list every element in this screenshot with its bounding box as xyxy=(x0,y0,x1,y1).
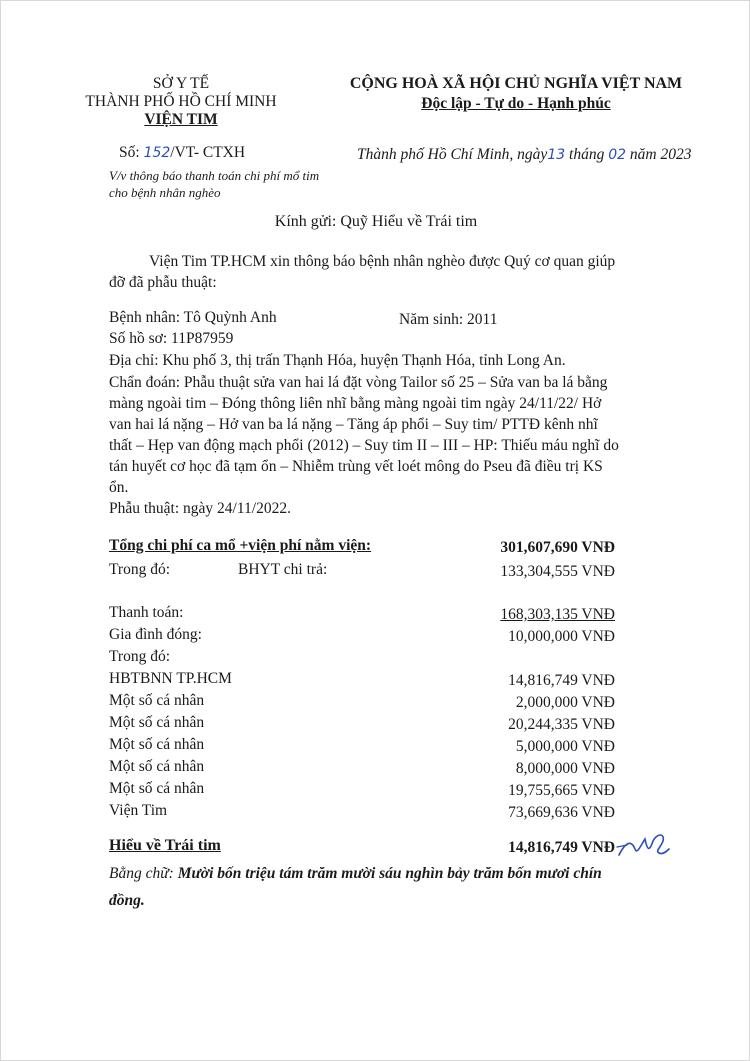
contributor-label: HBTBNN TP.HCM xyxy=(109,670,232,687)
patient-name: Bệnh nhân: Tô Quỳnh Anh xyxy=(109,309,277,326)
family-value: 10,000,000 VNĐ xyxy=(508,628,615,645)
diagnosis-line: van hai lá nặng – Hở van ba lá nặng – Tăng áp phổi – Suy tim/ PTTĐ kênh nhĩ xyxy=(109,416,598,433)
fund-value: 14,816,749 VNĐ xyxy=(508,839,615,856)
family-label: Gia đình đóng: xyxy=(109,626,202,643)
issuer-line3: VIỆN TIM xyxy=(144,111,218,128)
issuer-line1: SỞ Y TẾ xyxy=(152,75,210,92)
date-year: năm 2023 xyxy=(629,146,692,163)
contributor-label: Một số cá nhân xyxy=(109,692,205,709)
patient-birth-year: Năm sinh: 2011 xyxy=(399,311,498,328)
in-words-label: Bằng chữ: xyxy=(109,865,174,882)
national-motto-line1: CỘNG HOÀ XÃ HỘI CHỦ NGHĨA VIỆT NAM xyxy=(349,75,683,92)
contributor-label: Một số cá nhân xyxy=(109,780,205,797)
intro-line1: Viện Tim TP.HCM xin thông báo bệnh nhân nghèo được Quý cơ quan giúp xyxy=(149,253,616,270)
diagnosis-line: tán huyết cơ học đã tạm ổn – Nhiễm trùng vết loét mông do Pseu đã điều trị KS xyxy=(109,458,603,475)
date-line xyxy=(357,146,691,164)
payment-label: Thanh toán: xyxy=(109,604,184,621)
national-motto-line2: Độc lập - Tự do - Hạnh phúc xyxy=(421,95,611,112)
contributor-label: Một số cá nhân xyxy=(109,758,205,775)
document-number-prefix: Số: xyxy=(119,144,140,161)
diagnosis-line: màng ngoài tim – Đóng thông liên nhĩ bằng màng ngoài tim ngày 24/11/22/ Hở xyxy=(109,395,602,412)
initials-signature xyxy=(615,825,671,865)
total-cost-label: Tổng chi phí ca mổ +viện phí nằm viện: xyxy=(109,537,372,554)
of-which-label-2: Trong đó: xyxy=(109,648,171,665)
contributor-label: Một số cá nhân xyxy=(109,714,205,731)
in-words-line2: đồng. xyxy=(109,892,145,909)
subject-line2: cho bệnh nhân nghèo xyxy=(109,185,221,200)
contributor-value: 5,000,000 VNĐ xyxy=(515,738,615,755)
date-month-label: tháng xyxy=(569,146,605,163)
contributor-value: 14,816,749 VNĐ xyxy=(508,672,615,689)
contributor-label: Một số cá nhân xyxy=(109,736,205,753)
contributor-value: 8,000,000 VNĐ xyxy=(515,760,615,777)
in-words-text: Mười bốn triệu tám trăm mười sáu nghìn bảy trăm bốn mươi chín xyxy=(177,865,602,882)
intro-line2: đỡ đã phẫu thuật: xyxy=(109,274,217,291)
diagnosis-line: Chẩn đoán: Phẫu thuật sửa van hai lá đặt vòng Tailor số 25 – Sửa van ba lá bằng xyxy=(109,374,608,391)
document-number-handwritten: 152 xyxy=(143,145,171,161)
in-words-line1 xyxy=(109,864,602,885)
fund-label: Hiểu về Trái tim xyxy=(109,837,221,854)
contributor-value: 73,669,636 VNĐ xyxy=(508,804,615,821)
patient-address: Địa chỉ: Khu phố 3, thị trấn Thạnh Hóa, huyện Thạnh Hóa, tỉnh Long An. xyxy=(109,352,566,369)
document-number-suffix: /VT- CTXH xyxy=(170,144,246,161)
contributor-label: Viện Tim xyxy=(109,802,168,819)
diagnosis-line: thất – Hẹp van động mạch phổi (2012) – Suy tim II – III – HP: Thiếu máu nghĩ do xyxy=(109,437,619,454)
insurance-value: 133,304,555 VNĐ xyxy=(500,563,615,580)
document-number xyxy=(119,144,245,162)
insurance-label: BHYT chi trả: xyxy=(238,561,328,578)
total-cost-value: 301,607,690 VNĐ xyxy=(500,539,615,556)
date-day: 13 xyxy=(547,147,566,163)
date-month: 02 xyxy=(608,147,627,163)
payment-value: 168,303,135 VNĐ xyxy=(500,606,615,623)
patient-record-number: Số hồ sơ: 11P87959 xyxy=(109,330,234,347)
date-prefix: Thành phố Hồ Chí Minh, ngày xyxy=(357,146,548,163)
recipient: Kính gửi: Quỹ Hiểu về Trái tim xyxy=(274,213,478,230)
contributor-value: 2,000,000 VNĐ xyxy=(515,694,615,711)
diagnosis-line: ổn. xyxy=(109,479,129,496)
issuer-line2: THÀNH PHỐ HỒ CHÍ MINH xyxy=(85,93,277,110)
contributor-value: 19,755,665 VNĐ xyxy=(508,782,615,799)
subject-line1: V/v thông báo thanh toán chi phí mổ tim xyxy=(109,168,320,183)
of-which-label: Trong đó: xyxy=(109,561,171,578)
surgery-date: Phẫu thuật: ngày 24/11/2022. xyxy=(109,500,291,517)
contributor-value: 20,244,335 VNĐ xyxy=(508,716,615,733)
